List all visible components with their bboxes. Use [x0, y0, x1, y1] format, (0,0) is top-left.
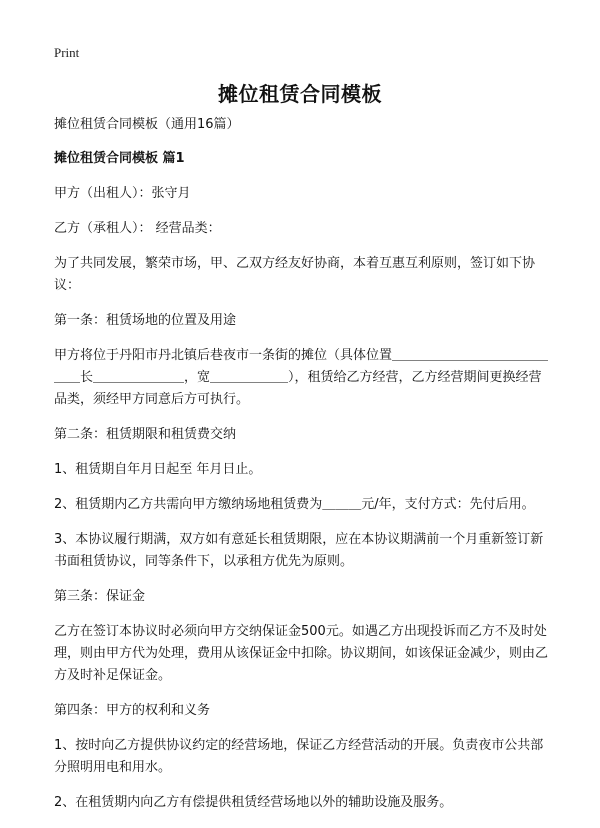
clause-heading-1: 第一条：租赁场地的位置及用途: [54, 313, 237, 328]
clause-1-body: 甲方将位于丹阳市丹北镇后巷夜市一条街的摊位（具体位置＿＿＿＿＿＿＿＿＿＿＿＿＿＿长＿＿＿＿＿＿＿，宽＿＿＿＿＿＿），租赁给乙方经营，乙方经营期间更换经营品类，须经甲方同意后方可执行。: [54, 348, 549, 407]
clause-2-item-2: 2、租赁期内乙方共需向甲方缴纳场地租赁费为＿＿＿元/年，支付方式：先付后用。: [54, 497, 535, 512]
clause-3-body: 乙方在签订本协议时必须向甲方交纳保证金500元。如遇乙方出现投诉而乙方不及时处理，则由甲方代为处理，费用从该保证金中扣除。协议期间，如该保证金减少，则由乙方及时补足保证金。: [54, 624, 549, 683]
document-subtitle: 摊位租赁合同模板（通用16篇）: [54, 117, 240, 132]
document-title: 摊位租赁合同模板: [218, 82, 382, 106]
clause-2-item-3: 3、本协议履行期满，双方如有意延长租赁期限，应在本协议期满前一个月重新签订新书面租赁协议，同等条件下，以承租方优先为原则。: [54, 532, 544, 569]
paragraph-preamble: 为了共同发展，繁荣市场，甲、乙双方经友好协商，本着互惠互利原则，签订如下协议：: [54, 256, 536, 293]
clause-4-item-2: 2、在租赁期内向乙方有偿提供租赁经营场地以外的辅助设施及服务。: [54, 795, 453, 810]
print-label: Print: [54, 45, 80, 60]
clause-4-item-1: 1、按时向乙方提供协议约定的经营场地，保证乙方经营活动的开展。负责夜市公共部分照明用电和用水。: [54, 738, 544, 775]
document-body: [54, 114, 554, 827]
paragraph-party-a: 甲方（出租人）：张守月: [54, 186, 191, 201]
paragraph-party-b: 乙方（承租人）： 经营品类：: [54, 221, 221, 236]
clause-heading-3: 第三条：保证金: [54, 589, 146, 604]
clause-2-item-1: 1、租赁期自年月日起至 年月日止。: [54, 462, 262, 477]
clause-heading-2: 第二条：租赁期限和租赁费交纳: [54, 427, 237, 442]
section-heading: 摊位租赁合同模板 篇1: [54, 151, 185, 166]
clause-heading-4: 第四条：甲方的权利和义务: [54, 703, 211, 718]
